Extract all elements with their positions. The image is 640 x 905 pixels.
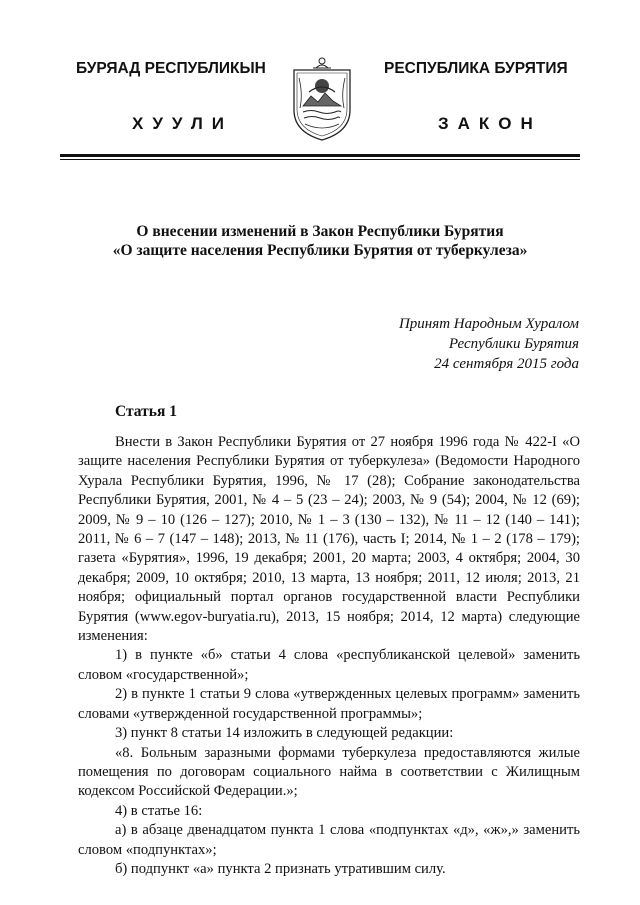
article-item-3: 3) пункт 8 статьи 14 изложить в следующей редакции: [115, 725, 454, 742]
article-paragraph-main: Внести в Закон Республики Бурятия от 27 ноября 1996 года № 422-I «О защите населения Республики Бурятия от туберкулеза» (Ведомости Народного Хурала Республики Бурятия, 1996, № 17 (28); Собрание законодательства Республики Бурятия, 2001, № 4 – 5 (23 – 24); 2003, № 9 (54); 2004, № 12 (69); 2009, № 9 – 10 (126 – 127); 2010, № 1 – 3 (130 – 132), № 11 – 12 (140 – 141); 2011, № 6 – 7 (147 – 148); 2013, № 11 (176), часть I; 2014, № 1 – 2 (178 – 179); газета «Бурятия», 1996, 19 декабря; 2001, 20 марта; 2003, 4 октября; 2004, 30 декабря; 2009, 10 октября; 2010, 13 марта, 13 ноября; 2011, 12 июля; 2013, 21 ноября; официальный портал органов государственной власти Республики Бурятия (www.egov-buryatia.ru), 2013, 15 ноября; 2014, 12 марта) следующие изменения: [78, 434, 580, 645]
article-item-2: 2) в пункте 1 статьи 9 слова «утвержденных целевых программ» заменить словами «утвержденной государственной программы»; [78, 686, 580, 722]
law-title-line-2: «О защите населения Республики Бурятия от туберкулеза» [112, 242, 528, 259]
adoption-note [300, 314, 579, 374]
article-item-3-text: «8. Больным заразными формами туберкулеза предоставляются жилые помещения по договорам социального найма в соответствии с Жилищным кодексом Российской Федерации.»; [78, 744, 580, 800]
law-title [60, 222, 580, 260]
header-right-republic: РЕСПУБЛИКА БУРЯТИЯ [384, 60, 568, 77]
adoption-date: 24 сентября 2015 года [434, 356, 579, 372]
article-body [78, 433, 580, 879]
article-heading: Статья 1 [115, 403, 177, 420]
adoption-line-1: Принят Народным Хуралом [398, 316, 579, 332]
article-item-1: 1) в пункте «б» статьи 4 слова «республиканской целевой» заменить словом «государственной»; [78, 647, 580, 683]
coat-of-arms-emblem [291, 52, 353, 142]
header-right-law: ЗАКОН [438, 114, 542, 133]
header-left-law: ХУУЛИ [132, 114, 233, 133]
header-divider-thick [60, 154, 580, 157]
header-divider-thin [60, 159, 580, 160]
header-left-republic: БУРЯАД РЕСПУБЛИКЫН [76, 60, 266, 77]
article-item-4a: а) в абзаце двенадцатом пункта 1 слова «подпунктах «д», «ж»,» заменить словом «подпунктах»; [78, 822, 580, 858]
article-item-4: 4) в статье 16: [115, 802, 203, 819]
law-title-line-1: О внесении изменений в Закон Республики Бурятия [136, 223, 504, 240]
header-right [384, 60, 584, 150]
adoption-line-2: Республики Бурятия [448, 336, 579, 352]
article-item-4b: б) подпункт «а» пункта 2 признать утратившим силу. [115, 860, 446, 877]
header-left [76, 60, 286, 150]
